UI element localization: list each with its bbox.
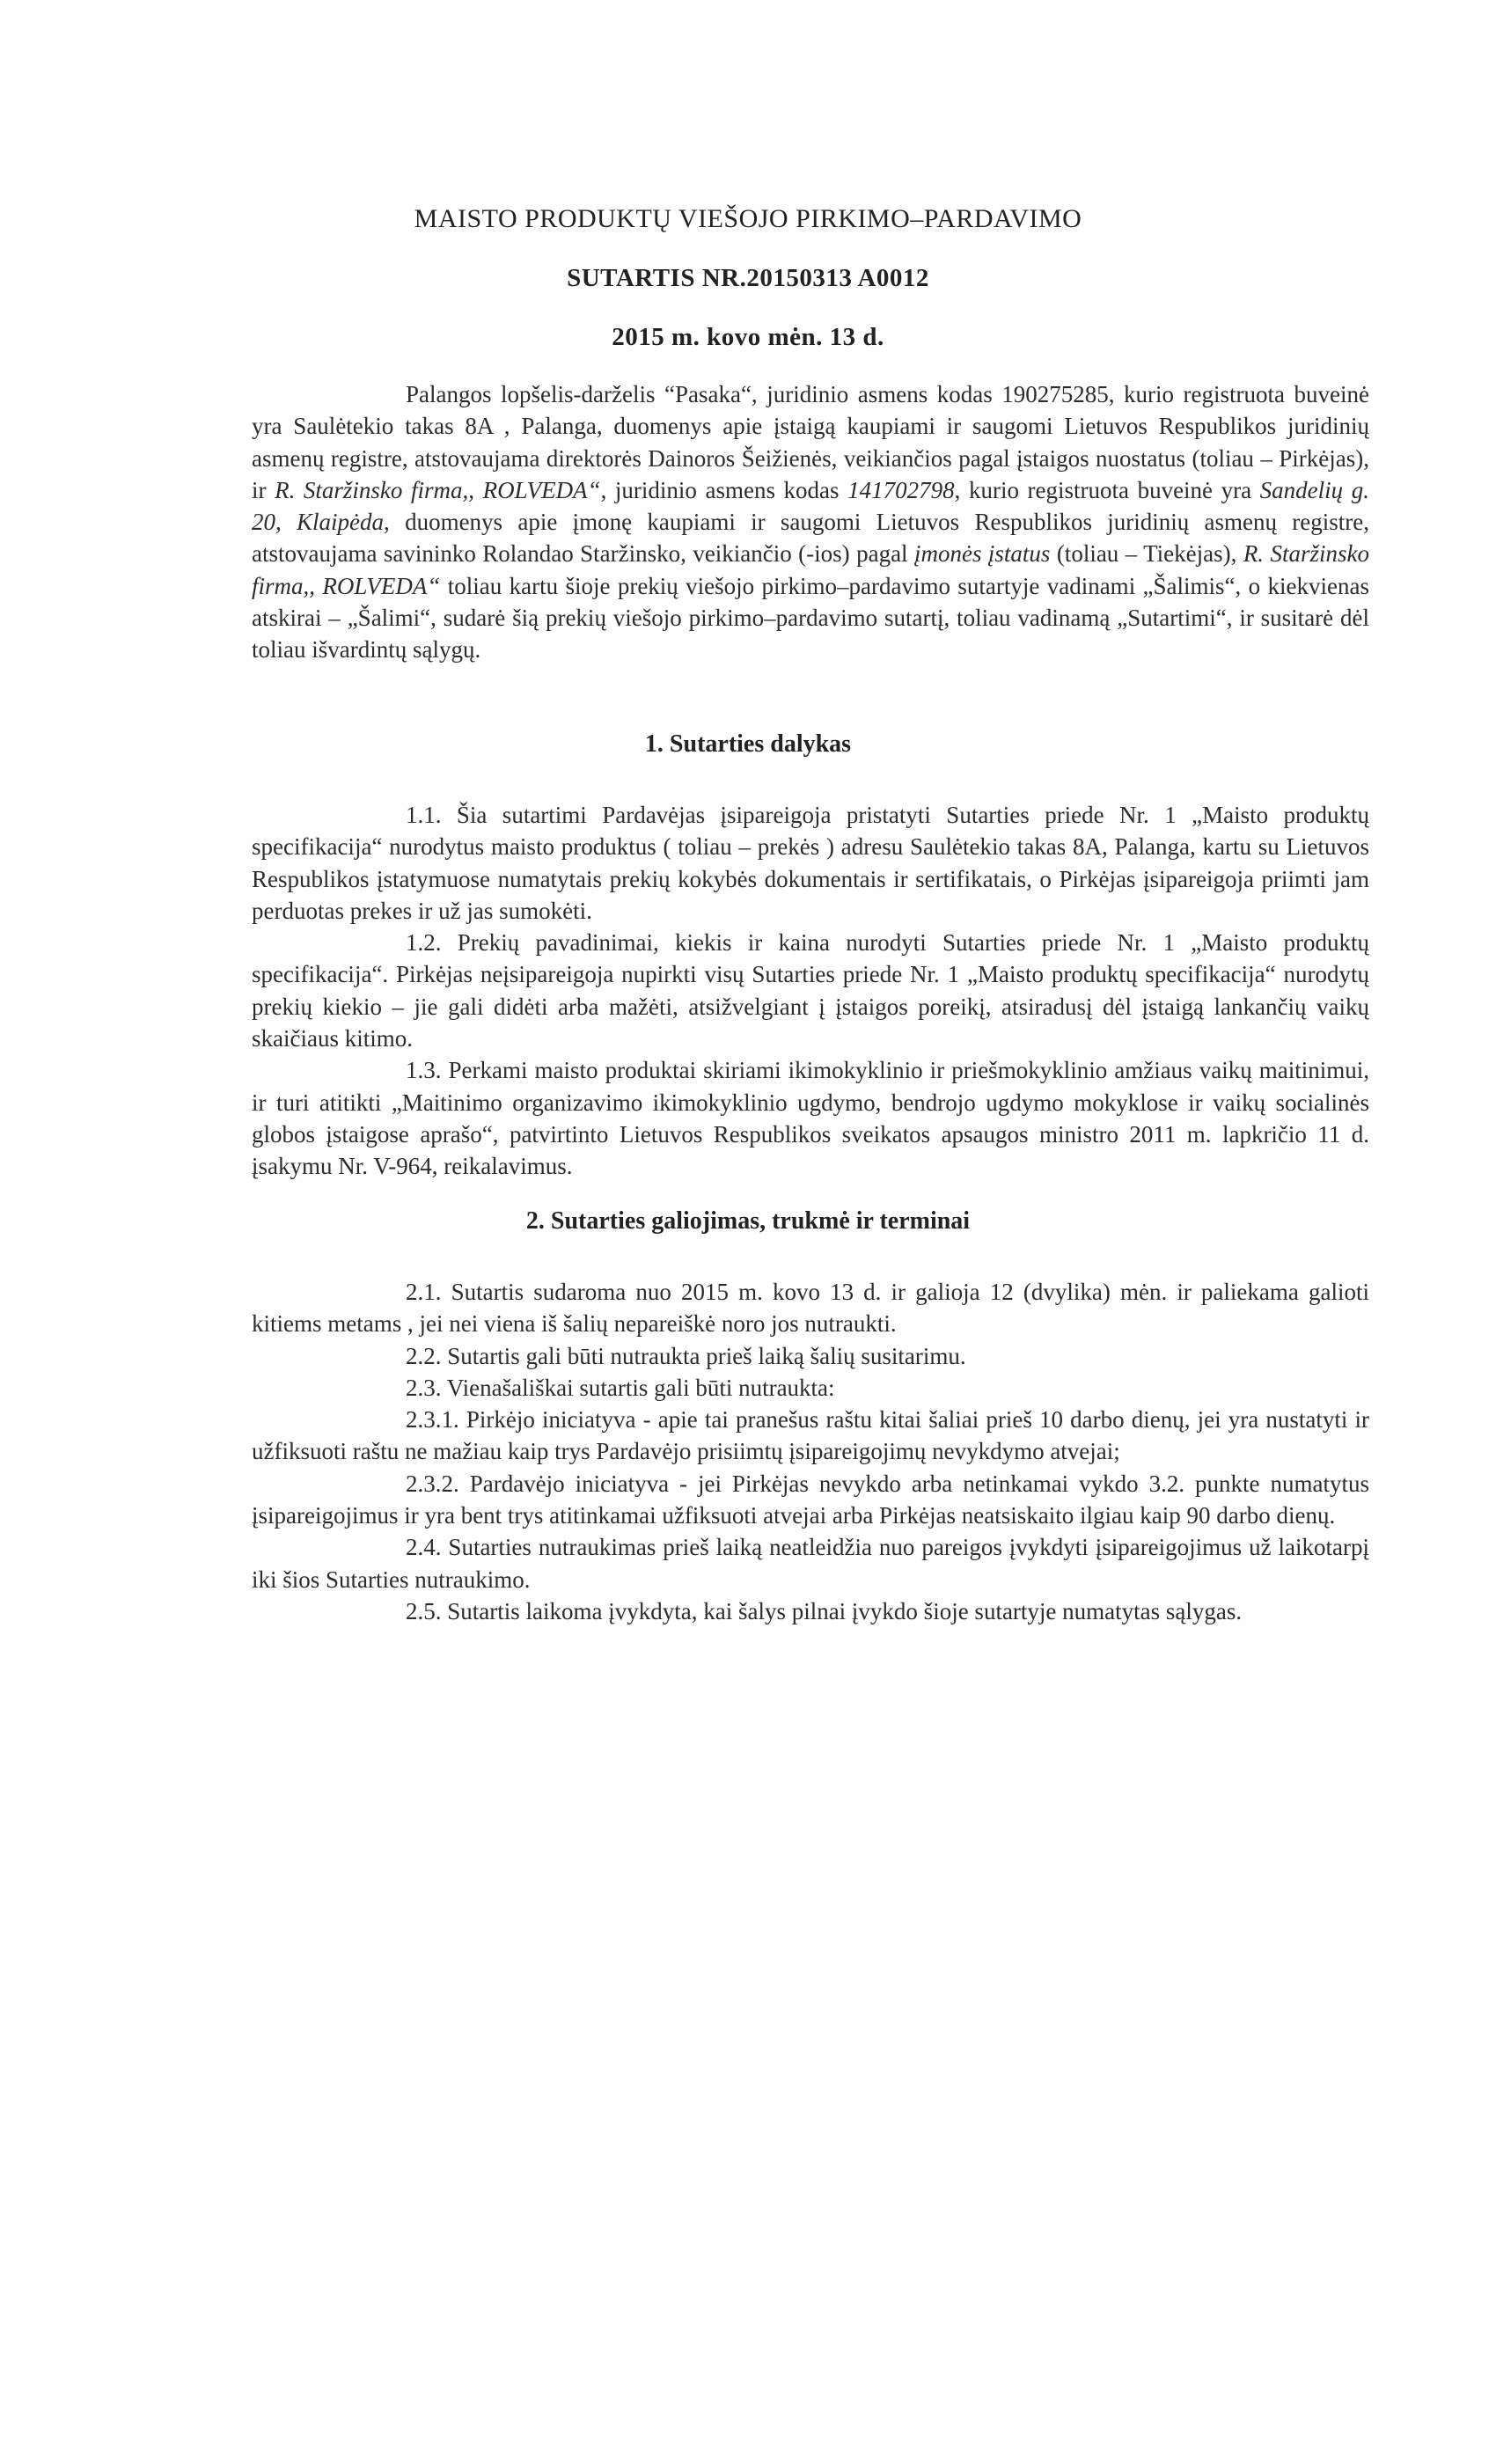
section-2-body <box>252 1276 1369 1627</box>
clause-1-3: 1.3. Perkami maisto produktai skiriami ikimokyklinio ir priešmokyklinio amžiaus vaikų maitinimui, ir turi atitikti „Maitinimo organizavimo ikimokyklinio ugdymo, bendrojo ugdymo mokyklose ir vaikų socialinės globos įstaigose aprašo“, patvirtinto Lietuvos Respublikos sveikatos apsaugos ministro 2011 m. lapkričio 11 d. įsakymu Nr. V-964, reikalavimus. <box>252 1057 1369 1180</box>
section-1-heading: 1. Sutarties dalykas <box>644 730 852 758</box>
intro-text-4: , duomenys apie įmonę kaupiami ir saugomi Lietuvos Respublikos juridinių asmenų registre, atstovaujama savininko Rolandao Staržinsko, veikiančio (-ios) pagal <box>252 509 1369 568</box>
intro-text-3: , kurio registruota buveinė yra <box>954 476 1260 503</box>
intro-text-6: toliau kartu šioje prekių viešojo pirkimo–pardavimo sutartyje vadinami „Šalimis“, o kiekvienas atskirai – „Šalimi“, sudarė šią prekių viešojo pirkimo–pardavimo sutartį, toliau vadinamą „Sutartimi“, ir susitarė dėl toliau išvardintų sąlygų. <box>252 572 1369 664</box>
clause-2-3: 2.3. Vienašališkai sutartis gali būti nutraukta: <box>406 1374 835 1401</box>
intro-text-5: (toliau – Tiekėjas), <box>1050 540 1243 568</box>
supplier-address: Sandelių g. 20, Klaipėda <box>252 476 1369 536</box>
contract-number: SUTARTIS NR.20150313 A0012 <box>567 264 929 292</box>
clause-2-1: 2.1. Sutartis sudaroma nuo 2015 m. kovo 13 d. ir galioja 12 (dvylika) mėn. ir paliekama galioti kitiems metams , jei nei viena iš šalių nepareiškė noro jos nutraukti. <box>252 1279 1369 1338</box>
supplier-code: 141702798 <box>847 476 955 503</box>
section-2-heading: 2. Sutarties galiojimas, trukmė ir terminai <box>525 1207 971 1235</box>
supplier-name-2: R. Staržinsko firma,, ROLVEDA“ <box>252 540 1369 599</box>
intro-paragraph <box>252 378 1369 666</box>
intro-text-2: , juridinio asmens kodas <box>600 476 848 503</box>
clause-2-5: 2.5. Sutartis laikoma įvykdyta, kai šalys pilnai įvykdo šioje sutartyje numatytas sąlygas. <box>406 1597 1243 1624</box>
contract-date: 2015 m. kovo mėn. 13 d. <box>612 323 884 351</box>
supplier-statute: įmonės įstatus <box>913 540 1051 568</box>
clause-2-2: 2.2. Sutartis gali būti nutraukta prieš laiką šalių susitarimu. <box>406 1342 966 1369</box>
clause-2-3-1: 2.3.1. Pirkėjo iniciatyva - apie tai pranešus raštu kitai šaliai prieš 10 darbo dienų, jei yra nustatyti ir užfiksuoti raštu ne mažiau kaip trys Pardavėjo prisiimtų įsipareigojimų nevykdymo atvejai; <box>252 1406 1369 1465</box>
section-1-body <box>252 799 1369 1183</box>
supplier-name: R. Staržinsko firma,, ROLVEDA“ <box>275 476 601 503</box>
clause-2-3-2: 2.3.2. Pardavėjo iniciatyva - jei Pirkėjas nevykdo arba netinkamai vykdo 3.2. punkte numatytus įsipareigojimus ir yra bent trys atitinkamai užfiksuoti atvejai arba Pirkėjas neatsiskaito ilgiau kaip 90 darbo dienų. <box>252 1470 1369 1529</box>
intro-text-1: Palangos lopšelis-darželis “Pasaka“, juridinio asmens kodas 190275285, kurio registruota buveinė yra Saulėtekio takas 8A , Palanga, duomenys apie įstaigą kaupiami ir saugomi Lietuvos Respublikos juridinių asmenų registre, atstovaujama direktorės Dainoros Šeižienės, veikiančios pagal įstaigos nuostatus (toliau – Pirkėjas), ir <box>252 381 1369 503</box>
document-title: MAISTO PRODUKTŲ VIEŠOJO PIRKIMO–PARDAVIMO <box>414 204 1082 233</box>
clause-2-4: 2.4. Sutarties nutraukimas prieš laiką neatleidžia nuo pareigos įvykdyti įsipareigojimus už laikotarpį iki šios Sutarties nutraukimo. <box>252 1534 1369 1593</box>
clause-1-2: 1.2. Prekių pavadinimai, kiekis ir kaina nurodyti Sutarties priede Nr. 1 „Maisto produktų specifikacija“. Pirkėjas neįsipareigoja nupirkti visų Sutarties priede Nr. 1 „Maisto produktų specifikacija“ nurodytų prekių kiekio – jie gali didėti arba mažėti, atsižvelgiant į įstaigos poreikį, atsiradusį dėl įstaigą lankančių vaikų skaičiaus kitimo. <box>252 929 1369 1052</box>
clause-1-1: 1.1. Šia sutartimi Pardavėjas įsipareigoja pristatyti Sutarties priede Nr. 1 „Maisto produktų specifikacija“ nurodytus maisto produktus ( toliau – prekės ) adresu Saulėtekio takas 8A, Palanga, kartu su Lietuvos Respublikos įstatymuose numatytais prekių kokybės dokumentais ir sertifikatais, o Pirkėjas įsipareigoja priimti jam perduotas prekes ir už jas sumokėti. <box>252 802 1369 924</box>
